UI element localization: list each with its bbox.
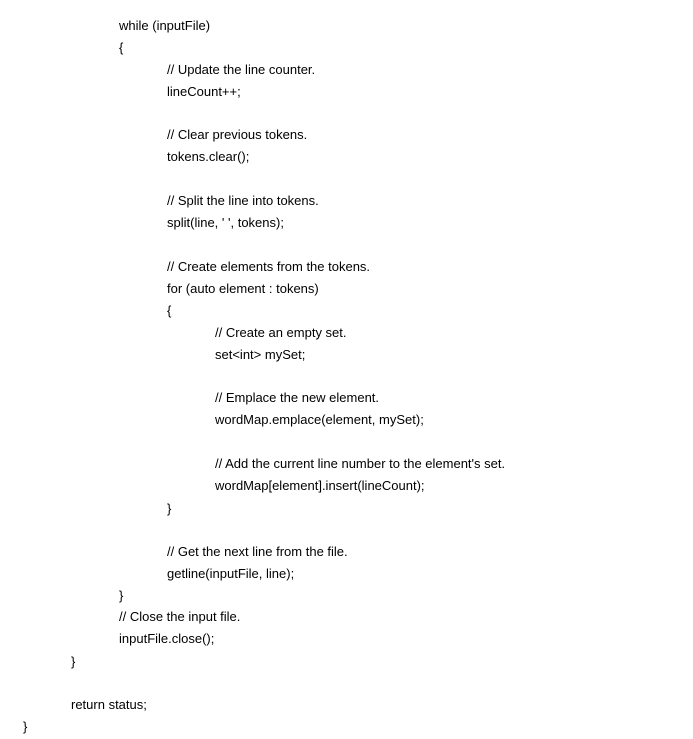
code-line-while: while (inputFile) <box>119 18 211 33</box>
code-line-return: return status; <box>71 697 147 712</box>
code-comment: // Emplace the new element. <box>215 390 380 405</box>
code-line-close-brace: } <box>119 588 124 603</box>
code-line: inputFile.close(); <box>119 631 215 646</box>
code-line-close-brace: } <box>167 501 172 516</box>
code-comment: // Clear previous tokens. <box>167 127 308 142</box>
code-comment: // Get the next line from the file. <box>167 544 348 559</box>
code-line: getline(inputFile, line); <box>167 566 295 581</box>
code-line-close-brace: } <box>23 719 28 734</box>
code-comment: // Add the current line number to the element's set. <box>215 456 506 471</box>
code-line: set<int> mySet; <box>215 347 306 362</box>
code-comment: // Update the line counter. <box>167 62 316 77</box>
code-line: wordMap.emplace(element, mySet); <box>215 412 424 427</box>
code-comment: // Create an empty set. <box>215 325 347 340</box>
code-line-open-brace: { <box>167 303 172 318</box>
code-line-open-brace: { <box>119 40 124 55</box>
code-comment: // Close the input file. <box>119 609 241 624</box>
code-line-for: for (auto element : tokens) <box>167 281 319 296</box>
code-line: split(line, ' ', tokens); <box>167 215 284 230</box>
code-line: wordMap[element].insert(lineCount); <box>215 478 425 493</box>
code-comment: // Split the line into tokens. <box>167 193 319 208</box>
code-comment: // Create elements from the tokens. <box>167 259 371 274</box>
code-line: tokens.clear(); <box>167 149 250 164</box>
code-line-close-brace: } <box>71 654 76 669</box>
code-line: lineCount++; <box>167 84 241 99</box>
